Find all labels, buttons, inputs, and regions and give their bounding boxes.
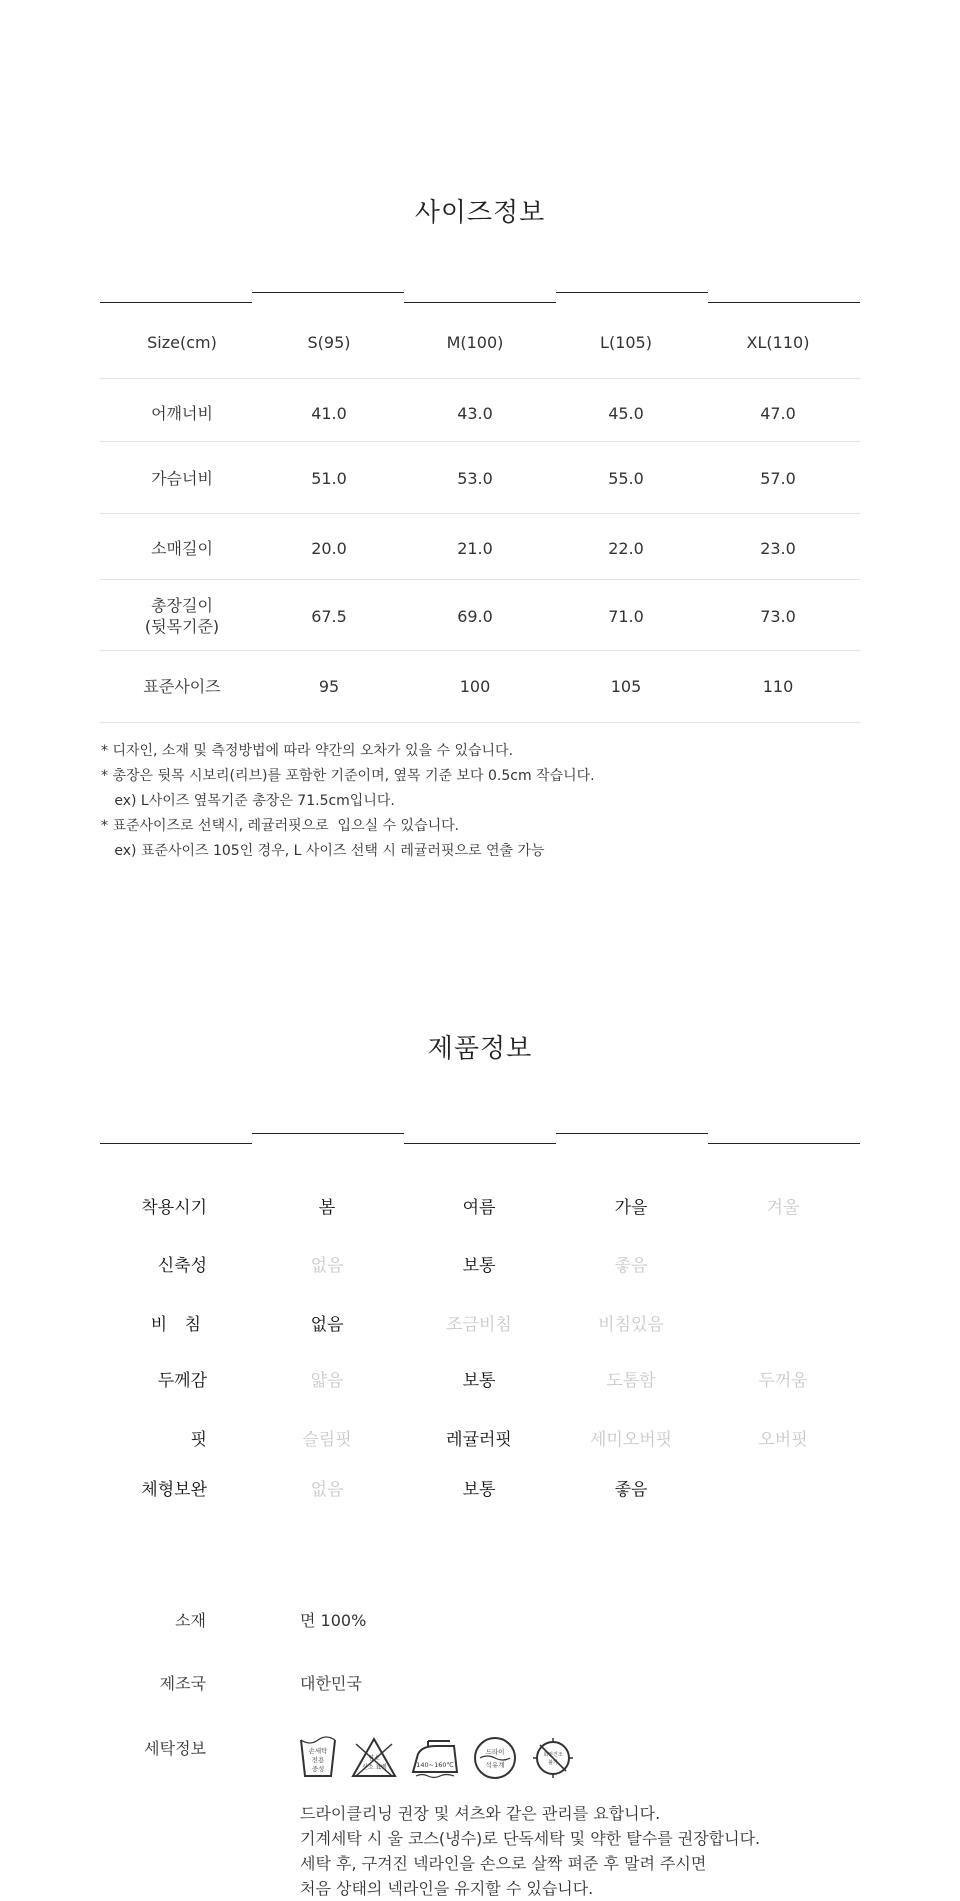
care-icon-text: 중성 xyxy=(311,1765,325,1773)
attribute-option: 겨울 xyxy=(766,1197,800,1218)
size-header-cell: Size(cm) xyxy=(147,332,217,352)
table-cell: 43.0 xyxy=(457,403,493,423)
row-label-line2: (뒷목기준) xyxy=(144,617,220,636)
table-cell: 41.0 xyxy=(311,403,347,423)
attribute-option: 좋음 xyxy=(614,1479,648,1500)
care-icon-text: 전용 xyxy=(311,1756,325,1764)
attribute-option: 도톰함 xyxy=(606,1370,656,1391)
table-cell: 21.0 xyxy=(457,538,493,558)
size-header-cell: L(105) xyxy=(600,332,652,352)
no-bleach-icon xyxy=(350,1736,398,1780)
note-line: * 총장은 뒷목 시보리(리브)를 포함한 기준이며, 옆목 기준 보다 0.5cm 작습니다. xyxy=(101,768,595,784)
size-header-cell: S(95) xyxy=(307,332,351,352)
note-line: ex) 표준사이즈 105인 경우, L 사이즈 선택 시 레귤러핏으로 연출 가능 xyxy=(101,843,545,859)
row-label: 가슴너비 xyxy=(151,468,213,488)
table-cell: 51.0 xyxy=(311,468,347,488)
size-table-header xyxy=(100,332,860,352)
row-divider xyxy=(100,513,860,514)
attribute-label: 두께감 xyxy=(157,1370,207,1391)
info-value-origin: 대한민국 xyxy=(300,1674,362,1693)
size-section-title: 사이즈정보 xyxy=(414,198,546,228)
care-icon-text: 표백 xyxy=(375,1764,387,1771)
care-icons xyxy=(298,1736,576,1780)
row-divider xyxy=(100,722,860,723)
row-label: 소매길이 xyxy=(151,538,213,558)
care-icon-text: 산소 xyxy=(362,1764,374,1771)
table-cell: 105 xyxy=(610,676,642,696)
attribute-option: 봄 xyxy=(318,1197,336,1218)
table-cell: 47.0 xyxy=(760,403,796,423)
info-label-care: 세탁정보 xyxy=(144,1739,206,1758)
attribute-option: 없음 xyxy=(310,1479,344,1500)
table-cell: 100 xyxy=(459,676,491,696)
table-cell: 20.0 xyxy=(311,538,347,558)
care-text-line: 처음 상태의 넥라인을 유지할 수 있습니다. xyxy=(300,1879,594,1898)
attribute-option: 슬림핏 xyxy=(302,1429,352,1450)
attribute-row xyxy=(0,1251,960,1275)
row-label xyxy=(100,595,264,637)
row-label: 표준사이즈 xyxy=(143,676,221,696)
attribute-option: 가을 xyxy=(614,1197,648,1218)
care-text-line: 세탁 후, 구겨진 넥라인을 손으로 살짝 펴준 후 말려 주시면 xyxy=(300,1854,707,1873)
attribute-option: 보통 xyxy=(462,1370,496,1391)
attribute-option: 보통 xyxy=(462,1255,496,1276)
table-cell: 69.0 xyxy=(457,606,493,626)
care-icon-text: 불가 xyxy=(548,1760,558,1766)
note-line: ex) L사이즈 옆목기준 총장은 71.5cm입니다. xyxy=(101,793,395,809)
attribute-option: 세미오버핏 xyxy=(589,1429,673,1450)
care-icon-text: 석유계 xyxy=(485,1761,505,1769)
table-row xyxy=(100,675,860,697)
info-label-origin: 제조국 xyxy=(159,1674,206,1693)
attribute-label: 착용시기 xyxy=(141,1197,207,1218)
attribute-row xyxy=(0,1310,960,1334)
hand-wash-icon xyxy=(298,1736,338,1780)
attribute-option: 좋음 xyxy=(614,1255,648,1276)
table-row xyxy=(100,402,860,424)
attribute-option: 두꺼움 xyxy=(758,1370,808,1391)
attribute-option: 오버핏 xyxy=(758,1429,808,1450)
size-header-cell: XL(110) xyxy=(746,332,810,352)
table-cell: 67.5 xyxy=(311,606,347,626)
info-label-material: 소재 xyxy=(175,1611,206,1630)
no-tumble-dry-icon xyxy=(530,1736,576,1780)
size-header-cell: M(100) xyxy=(446,332,504,352)
attribute-option: 없음 xyxy=(310,1255,344,1276)
attribute-row xyxy=(0,1366,960,1390)
product-section-title: 제품정보 xyxy=(427,1034,533,1064)
table-row xyxy=(100,537,860,559)
attribute-option: 보통 xyxy=(462,1479,496,1500)
table-cell: 23.0 xyxy=(760,538,796,558)
care-text xyxy=(300,1801,760,1901)
attribute-label: 핏 xyxy=(190,1429,207,1450)
care-icon-text: 회전건조 xyxy=(543,1752,563,1758)
table-cell: 95 xyxy=(318,676,340,696)
table-cell: 73.0 xyxy=(760,606,796,626)
attribute-row xyxy=(0,1475,960,1499)
attribute-option: 얇음 xyxy=(310,1370,344,1391)
table-cell: 110 xyxy=(762,676,794,696)
table-cell: 22.0 xyxy=(608,538,644,558)
attribute-option: 여름 xyxy=(462,1197,496,1218)
row-divider xyxy=(100,579,860,580)
table-cell: 57.0 xyxy=(760,468,796,488)
row-divider xyxy=(100,650,860,651)
care-icon-text: 드라이 xyxy=(485,1748,505,1756)
attribute-row xyxy=(0,1425,960,1449)
attribute-label: 신축성 xyxy=(157,1255,207,1276)
attribute-option: 조금비침 xyxy=(446,1314,512,1335)
table-cell: 53.0 xyxy=(457,468,493,488)
iron-icon xyxy=(410,1736,460,1780)
note-line: * 디자인, 소재 및 측정방법에 따라 약간의 오차가 있을 수 있습니다. xyxy=(101,743,514,759)
table-row xyxy=(100,467,860,489)
row-label: 어깨너비 xyxy=(151,403,213,423)
care-icon-text: 손세탁 xyxy=(308,1747,328,1755)
care-text-line: 드라이클리닝 권장 및 셔츠와 같은 관리를 요합니다. xyxy=(300,1804,661,1823)
attribute-label: 체형보완 xyxy=(141,1479,207,1500)
row-label-line1: 총장길이 xyxy=(151,596,213,615)
attribute-option: 레귤러핏 xyxy=(446,1429,512,1450)
attribute-label: 비 침 xyxy=(150,1314,207,1335)
row-divider xyxy=(100,441,860,442)
size-notes xyxy=(101,739,595,864)
note-line: * 표준사이즈로 선택시, 레귤러핏으로 입으실 수 있습니다. xyxy=(101,818,460,834)
care-icon-text: 염소 xyxy=(368,1755,380,1762)
table-cell: 55.0 xyxy=(608,468,644,488)
attribute-row xyxy=(0,1193,960,1217)
care-icon-text: 140~160℃ xyxy=(416,1761,454,1769)
dry-clean-icon xyxy=(472,1736,518,1780)
table-row xyxy=(100,594,860,638)
info-value-material: 면 100% xyxy=(300,1611,367,1630)
care-text-line: 기계세탁 시 울 코스(냉수)로 단독세탁 및 약한 탈수를 권장합니다. xyxy=(300,1829,761,1848)
row-divider xyxy=(100,378,860,379)
table-cell: 71.0 xyxy=(608,606,644,626)
attribute-option: 없음 xyxy=(310,1314,344,1335)
attribute-option: 비침있음 xyxy=(598,1314,664,1335)
table-cell: 45.0 xyxy=(608,403,644,423)
